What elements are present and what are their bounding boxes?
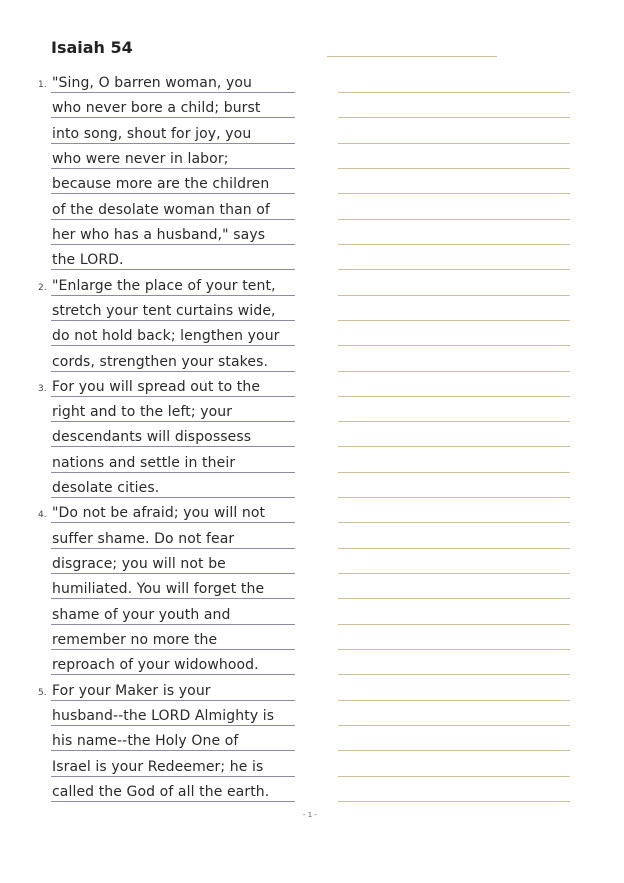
verse-line <box>0 676 624 701</box>
verse-text: disgrace; you will not be <box>52 556 226 573</box>
verse-line <box>0 372 624 397</box>
verse-text: desolate cities. <box>52 480 160 497</box>
page-title: Isaiah 54 <box>51 38 133 57</box>
verse-text: because more are the children <box>52 176 270 193</box>
verse-line <box>0 347 624 372</box>
writing-line <box>338 801 570 802</box>
page-number: - 1 - <box>303 811 317 819</box>
verse-text: do not hold back; lengthen your <box>52 328 280 345</box>
verse-line <box>0 600 624 625</box>
verse-line <box>0 549 624 574</box>
verse-line <box>0 473 624 498</box>
verse-text: of the desolate woman than of <box>52 201 270 218</box>
verse-line <box>0 422 624 447</box>
verse-number: 1. <box>38 80 47 90</box>
verse-text: remember no more the <box>52 632 218 649</box>
verse-line <box>0 245 624 270</box>
verse-text: his name--the Holy One of <box>52 733 239 750</box>
verse-text: who never bore a child; burst <box>52 100 261 117</box>
text-underline <box>51 801 295 802</box>
verse-text: humiliated. You will forget the <box>52 581 265 598</box>
verse-text: her who has a husband," says <box>52 226 266 243</box>
verse-line <box>0 498 624 523</box>
verse-text: stretch your tent curtains wide, <box>52 302 276 319</box>
verse-line <box>0 119 624 144</box>
verse-text: cords, strengthen your stakes. <box>52 353 269 370</box>
verse-line <box>0 397 624 422</box>
verse-line <box>0 144 624 169</box>
verse-line <box>0 169 624 194</box>
verse-line <box>0 68 624 93</box>
verse-text: nations and settle in their <box>52 454 236 471</box>
verse-line <box>0 220 624 245</box>
verse-line <box>0 296 624 321</box>
verse-line <box>0 650 624 675</box>
verse-text: For your Maker is your <box>52 682 211 699</box>
verse-line <box>0 625 624 650</box>
verse-text: Israel is your Redeemer; he is <box>52 758 264 775</box>
verse-text: For you will spread out to the <box>52 378 261 395</box>
verse-line <box>0 93 624 118</box>
verse-line <box>0 195 624 220</box>
verse-text: reproach of your widowhood. <box>52 657 259 674</box>
verse-number: 2. <box>38 282 47 293</box>
verse-number: 3. <box>38 383 47 394</box>
verse-line <box>0 752 624 777</box>
verse-line <box>0 701 624 726</box>
verse-line <box>0 321 624 346</box>
verse-line <box>0 574 624 599</box>
verse-text: called the God of all the earth. <box>52 783 270 800</box>
verse-text: husband--the LORD Almighty is <box>52 708 275 724</box>
verse-number: 4. <box>38 510 47 521</box>
verse-text: descendants will dispossess <box>52 429 252 446</box>
verse-text: right and to the left; your <box>52 404 233 421</box>
verse-text: suffer shame. Do not fear <box>52 530 235 547</box>
verse-line <box>0 524 624 549</box>
verse-text: "Do not be afraid; you will not <box>52 505 266 522</box>
verse-text: "Enlarge the place of your tent, <box>52 277 276 294</box>
verse-text: the LORD. <box>52 252 124 269</box>
verse-text: into song, shout for joy, you <box>52 125 252 142</box>
verse-text: shame of your youth and <box>52 606 231 623</box>
verse-text: "Sing, O barren woman, you <box>52 75 253 91</box>
verse-text: who were never in labor; <box>52 150 229 167</box>
verse-number: 5. <box>38 687 47 698</box>
verse-line <box>0 777 624 802</box>
verse-line <box>0 726 624 751</box>
verse-line <box>0 271 624 296</box>
title-writing-line <box>327 56 497 57</box>
verse-line <box>0 448 624 473</box>
